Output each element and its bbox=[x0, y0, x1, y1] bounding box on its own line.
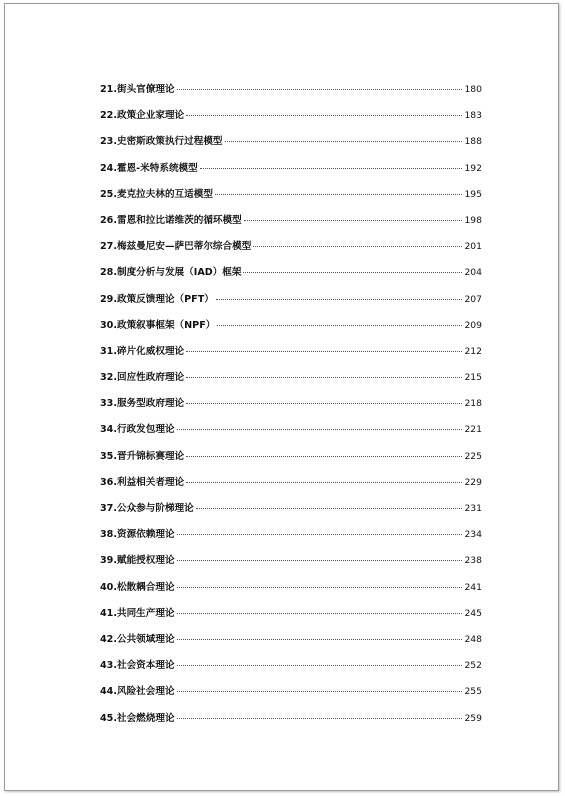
toc-entry-title: 23.史密斯政策执行过程模型 bbox=[100, 136, 223, 148]
toc-entry-page-number: 212 bbox=[464, 345, 482, 357]
toc-entry-page-number: 252 bbox=[464, 660, 482, 672]
dot-leader bbox=[215, 194, 463, 195]
dot-leader bbox=[186, 482, 462, 483]
toc-entry[interactable] bbox=[100, 526, 482, 552]
toc-entry-title: 38.资源依赖理论 bbox=[100, 529, 175, 541]
toc-entry[interactable] bbox=[100, 212, 482, 238]
dot-leader bbox=[177, 534, 463, 535]
toc-entry[interactable] bbox=[100, 133, 482, 159]
toc-entry-title: 25.麦克拉夫林的互适模型 bbox=[100, 188, 213, 200]
dot-leader bbox=[177, 89, 463, 90]
dot-leader bbox=[217, 325, 462, 326]
toc-entry-page-number: 225 bbox=[464, 450, 482, 462]
toc-entry[interactable] bbox=[100, 474, 482, 500]
toc-entry[interactable] bbox=[100, 264, 482, 290]
toc-entry-title: 27.梅兹曼尼安—萨巴蒂尔综合模型 bbox=[100, 241, 252, 253]
toc-entry-title: 35.晋升锦标赛理论 bbox=[100, 450, 185, 462]
toc-entry-title: 24.霍恩-米特系统模型 bbox=[100, 162, 198, 174]
toc-entry-page-number: 195 bbox=[464, 188, 482, 200]
dot-leader bbox=[177, 665, 463, 666]
toc-entry-page-number: 245 bbox=[464, 607, 482, 619]
document-page bbox=[4, 3, 559, 791]
toc-entry-title: 44.风险社会理论 bbox=[100, 686, 175, 698]
toc-entry[interactable] bbox=[100, 291, 482, 317]
toc-entry-page-number: 201 bbox=[464, 241, 482, 253]
toc-entry[interactable] bbox=[100, 107, 482, 133]
toc-entry[interactable] bbox=[100, 448, 482, 474]
dot-leader bbox=[186, 351, 462, 352]
toc-entry-page-number: 241 bbox=[464, 581, 482, 593]
dot-leader bbox=[186, 456, 462, 457]
toc-entry-title: 39.赋能授权理论 bbox=[100, 555, 175, 567]
toc-entry-page-number: 234 bbox=[464, 529, 482, 541]
toc-entry[interactable] bbox=[100, 683, 482, 709]
toc-entry[interactable] bbox=[100, 160, 482, 186]
toc-entry-page-number: 198 bbox=[464, 214, 482, 226]
dot-leader bbox=[177, 639, 463, 640]
toc-entry[interactable] bbox=[100, 605, 482, 631]
dot-leader bbox=[186, 115, 462, 116]
dot-leader bbox=[244, 220, 463, 221]
dot-leader bbox=[243, 272, 462, 273]
toc-entry-page-number: 204 bbox=[464, 267, 482, 279]
toc-entry-page-number: 248 bbox=[464, 633, 482, 645]
toc-entry-title: 22.政策企业家理论 bbox=[100, 110, 185, 122]
toc-entry-page-number: 215 bbox=[464, 372, 482, 384]
toc-entry-page-number: 207 bbox=[464, 293, 482, 305]
dot-leader bbox=[177, 587, 463, 588]
table-of-contents bbox=[100, 81, 482, 736]
toc-entry-page-number: 229 bbox=[464, 476, 482, 488]
toc-entry-page-number: 221 bbox=[464, 424, 482, 436]
toc-entry-title: 26.雷恩和拉比诺维茨的循环模型 bbox=[100, 214, 242, 226]
dot-leader bbox=[177, 429, 463, 430]
toc-entry-title: 30.政策叙事框架（NPF） bbox=[100, 319, 216, 331]
toc-entry[interactable] bbox=[100, 500, 482, 526]
toc-entry-title: 37.公众参与阶梯理论 bbox=[100, 503, 194, 514]
toc-entry[interactable] bbox=[100, 343, 482, 369]
toc-entry-title: 33.服务型政府理论 bbox=[100, 398, 185, 410]
toc-entry-page-number: 180 bbox=[464, 84, 482, 95]
toc-entry[interactable] bbox=[100, 395, 482, 421]
dot-leader bbox=[253, 246, 462, 247]
toc-entry[interactable] bbox=[100, 238, 482, 264]
toc-entry[interactable] bbox=[100, 579, 482, 605]
dot-leader bbox=[186, 377, 462, 378]
toc-entry-page-number: 255 bbox=[464, 686, 482, 698]
toc-entry-title: 40.松散耦合理论 bbox=[100, 581, 175, 593]
toc-entry-page-number: 218 bbox=[464, 398, 482, 410]
toc-entry-page-number: 238 bbox=[464, 555, 482, 567]
toc-entry-title: 36.利益相关者理论 bbox=[100, 476, 185, 488]
toc-entry-title: 41.共同生产理论 bbox=[100, 607, 175, 619]
toc-entry[interactable] bbox=[100, 710, 482, 736]
dot-leader bbox=[200, 168, 463, 169]
toc-entry-title: 29.政策反馈理论（PFT） bbox=[100, 293, 214, 305]
dot-leader bbox=[225, 141, 463, 142]
toc-entry[interactable] bbox=[100, 186, 482, 212]
toc-entry-page-number: 183 bbox=[464, 110, 482, 122]
dot-leader bbox=[177, 560, 463, 561]
dot-leader bbox=[216, 299, 463, 300]
toc-entry[interactable] bbox=[100, 631, 482, 657]
dot-leader bbox=[177, 691, 463, 692]
toc-entry-page-number: 231 bbox=[464, 503, 482, 514]
toc-entry-page-number: 209 bbox=[464, 319, 482, 331]
dot-leader bbox=[177, 718, 463, 719]
toc-entry-title: 21.街头官僚理论 bbox=[100, 84, 175, 95]
toc-entry[interactable] bbox=[100, 317, 482, 343]
toc-entry-title: 31.碎片化威权理论 bbox=[100, 345, 185, 357]
toc-entry[interactable] bbox=[100, 657, 482, 683]
toc-entry[interactable] bbox=[100, 369, 482, 395]
toc-entry-page-number: 259 bbox=[464, 712, 482, 724]
toc-entry-title: 43.社会资本理论 bbox=[100, 660, 175, 672]
toc-entry-title: 32.回应性政府理论 bbox=[100, 372, 185, 384]
toc-entry[interactable] bbox=[100, 421, 482, 447]
toc-entry-page-number: 188 bbox=[464, 136, 482, 148]
toc-entry-title: 28.制度分析与发展（IAD）框架 bbox=[100, 267, 242, 279]
toc-entry-title: 45.社会燃烧理论 bbox=[100, 712, 175, 724]
toc-entry-title: 34.行政发包理论 bbox=[100, 424, 175, 436]
toc-entry-title: 42.公共领域理论 bbox=[100, 633, 175, 645]
dot-leader bbox=[196, 508, 463, 509]
toc-entry-page-number: 192 bbox=[464, 162, 482, 174]
toc-entry[interactable] bbox=[100, 552, 482, 578]
toc-entry[interactable] bbox=[100, 81, 482, 107]
dot-leader bbox=[186, 403, 462, 404]
dot-leader bbox=[177, 613, 463, 614]
